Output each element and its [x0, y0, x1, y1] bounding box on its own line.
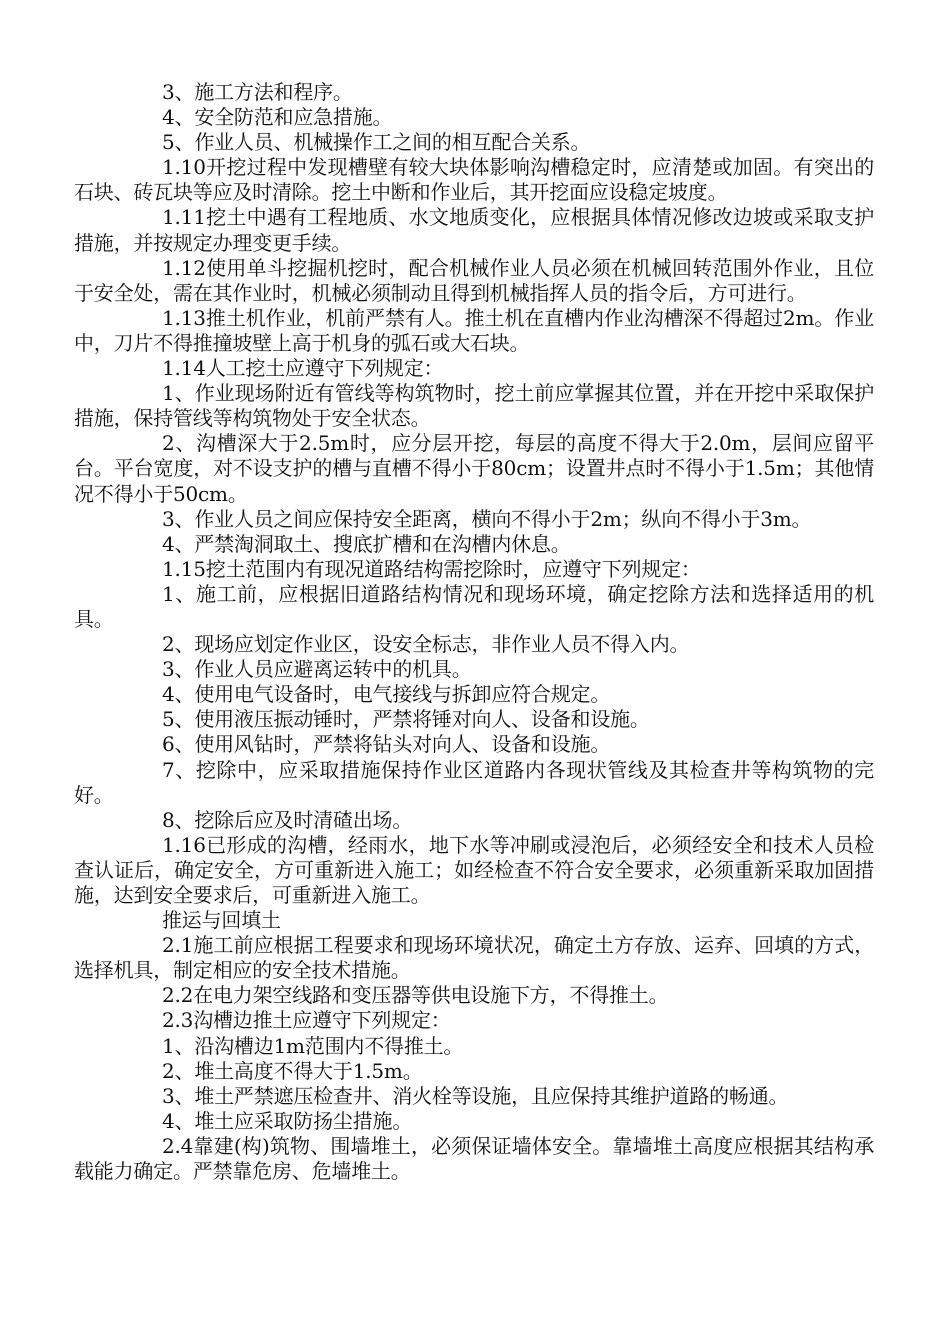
paragraph: 5、使用液压振动锤时，严禁将锤对向人、设备和设施。 [162, 707, 650, 732]
paragraph: 1.14人工挖土应遵守下列规定： [162, 356, 444, 381]
paragraph: 1、作业现场附近有管线等构筑物时，挖土前应掌握其位置，并在开挖中采取保护措施，保持管线等构筑物处于安全状态。 [74, 381, 874, 431]
paragraph: 1.16已形成的沟槽，经雨水，地下水等冲刷或浸泡后，必须经安全和技术人员检查认证后，确定安全，方可重新进入施工；如经检查不符合安全要求，必须重新采取加固措施，达到安全要求后，可重新进入施工。 [74, 832, 874, 907]
paragraph: 3、作业人员之间应保持安全距离，横向不得小于2m；纵向不得小于3m。 [162, 506, 812, 531]
paragraph: 1.12使用单斗挖掘机挖时，配合机械作业人员必须在机械回转范围外作业，且位于安全处，需在其作业时，机械必须制动且得到机械指挥人员的指令后，方可进行。 [74, 255, 874, 305]
section-heading: 推运与回填土 [162, 908, 281, 933]
paragraph: 3、施工方法和程序。 [162, 80, 353, 104]
paragraph: 1.15挖土范围内有现况道路结构需挖除时，应遵守下列规定： [162, 556, 701, 581]
paragraph: 2、现场应划定作业区，设安全标志，非作业人员不得入内。 [162, 632, 690, 657]
paragraph: 6、使用风钻时，严禁将钻头对向人、设备和设施。 [162, 732, 611, 757]
paragraph: 8、挖除后应及时清碴出场。 [162, 807, 413, 832]
paragraph: 2.4靠建(构)筑物、围墙堆土，必须保证墙体安全。靠墙堆土高度应根据其结构承载能力确定。严禁靠危房、危墙堆土。 [74, 1133, 874, 1184]
paragraph: 2、堆土高度不得大于1.5m。 [162, 1058, 423, 1083]
paragraph: 2.1施工前应根据工程要求和现场环境状况，确定土方存放、运弃、回填的方式，选择机具，制定相应的安全技术措施。 [74, 933, 874, 983]
paragraph: 4、安全防范和应急措施。 [162, 105, 393, 130]
paragraph: 1.10开挖过程中发现槽壁有较大块体影响沟槽稳定时，应清楚或加固。有突出的石块、砖瓦块等应及时清除。挖土中断和作业后，其开挖面应设稳定坡度。 [74, 155, 874, 205]
paragraph: 1、施工前，应根据旧道路结构情况和现场环境，确定挖除方法和选择适用的机具。 [74, 581, 874, 631]
paragraph: 2、沟槽深大于2.5m时，应分层开挖，每层的高度不得大于2.0m，层间应留平台。平台宽度，对不设支护的槽与直槽不得小于80cm；设置井点时不得小于1.5m；其他情况不得小于50cm。 [74, 431, 874, 506]
document-page [74, 80, 874, 1184]
paragraph: 4、严禁淘洞取土、搜底扩槽和在沟槽内休息。 [162, 531, 571, 556]
paragraph: 3、作业人员应避离运转中的机具。 [162, 657, 472, 682]
paragraph: 3、堆土严禁遮压检查井、消火栓等设施，且应保持其维护道路的畅通。 [162, 1083, 789, 1108]
paragraph: 2.2在电力架空线路和变压器等供电设施下方，不得推土。 [162, 983, 669, 1008]
paragraph: 1.11挖土中遇有工程地质、水文地质变化，应根据具体情况修改边坡或采取支护措施，并按规定办理变更手续。 [74, 205, 874, 255]
paragraph: 5、作业人员、机械操作工之间的相互配合关系。 [162, 130, 591, 155]
paragraph: 2.3沟槽边推土应遵守下列规定： [162, 1008, 451, 1033]
paragraph: 4、堆土应采取防扬尘措施。 [162, 1108, 413, 1133]
paragraph: 4、使用电气设备时，电气接线与拆卸应符合规定。 [162, 682, 611, 707]
paragraph: 1.13推土机作业，机前严禁有人。推土机在直槽内作业沟槽深不得超过2m。作业中，刀片不得推撞坡壁上高于机身的弧石或大石块。 [74, 305, 874, 355]
paragraph: 7、挖除中，应采取措施保持作业区道路内各现状管线及其检查井等构筑物的完好。 [74, 757, 874, 807]
paragraph: 1、沿沟槽边1m范围内不得推土。 [162, 1033, 464, 1058]
